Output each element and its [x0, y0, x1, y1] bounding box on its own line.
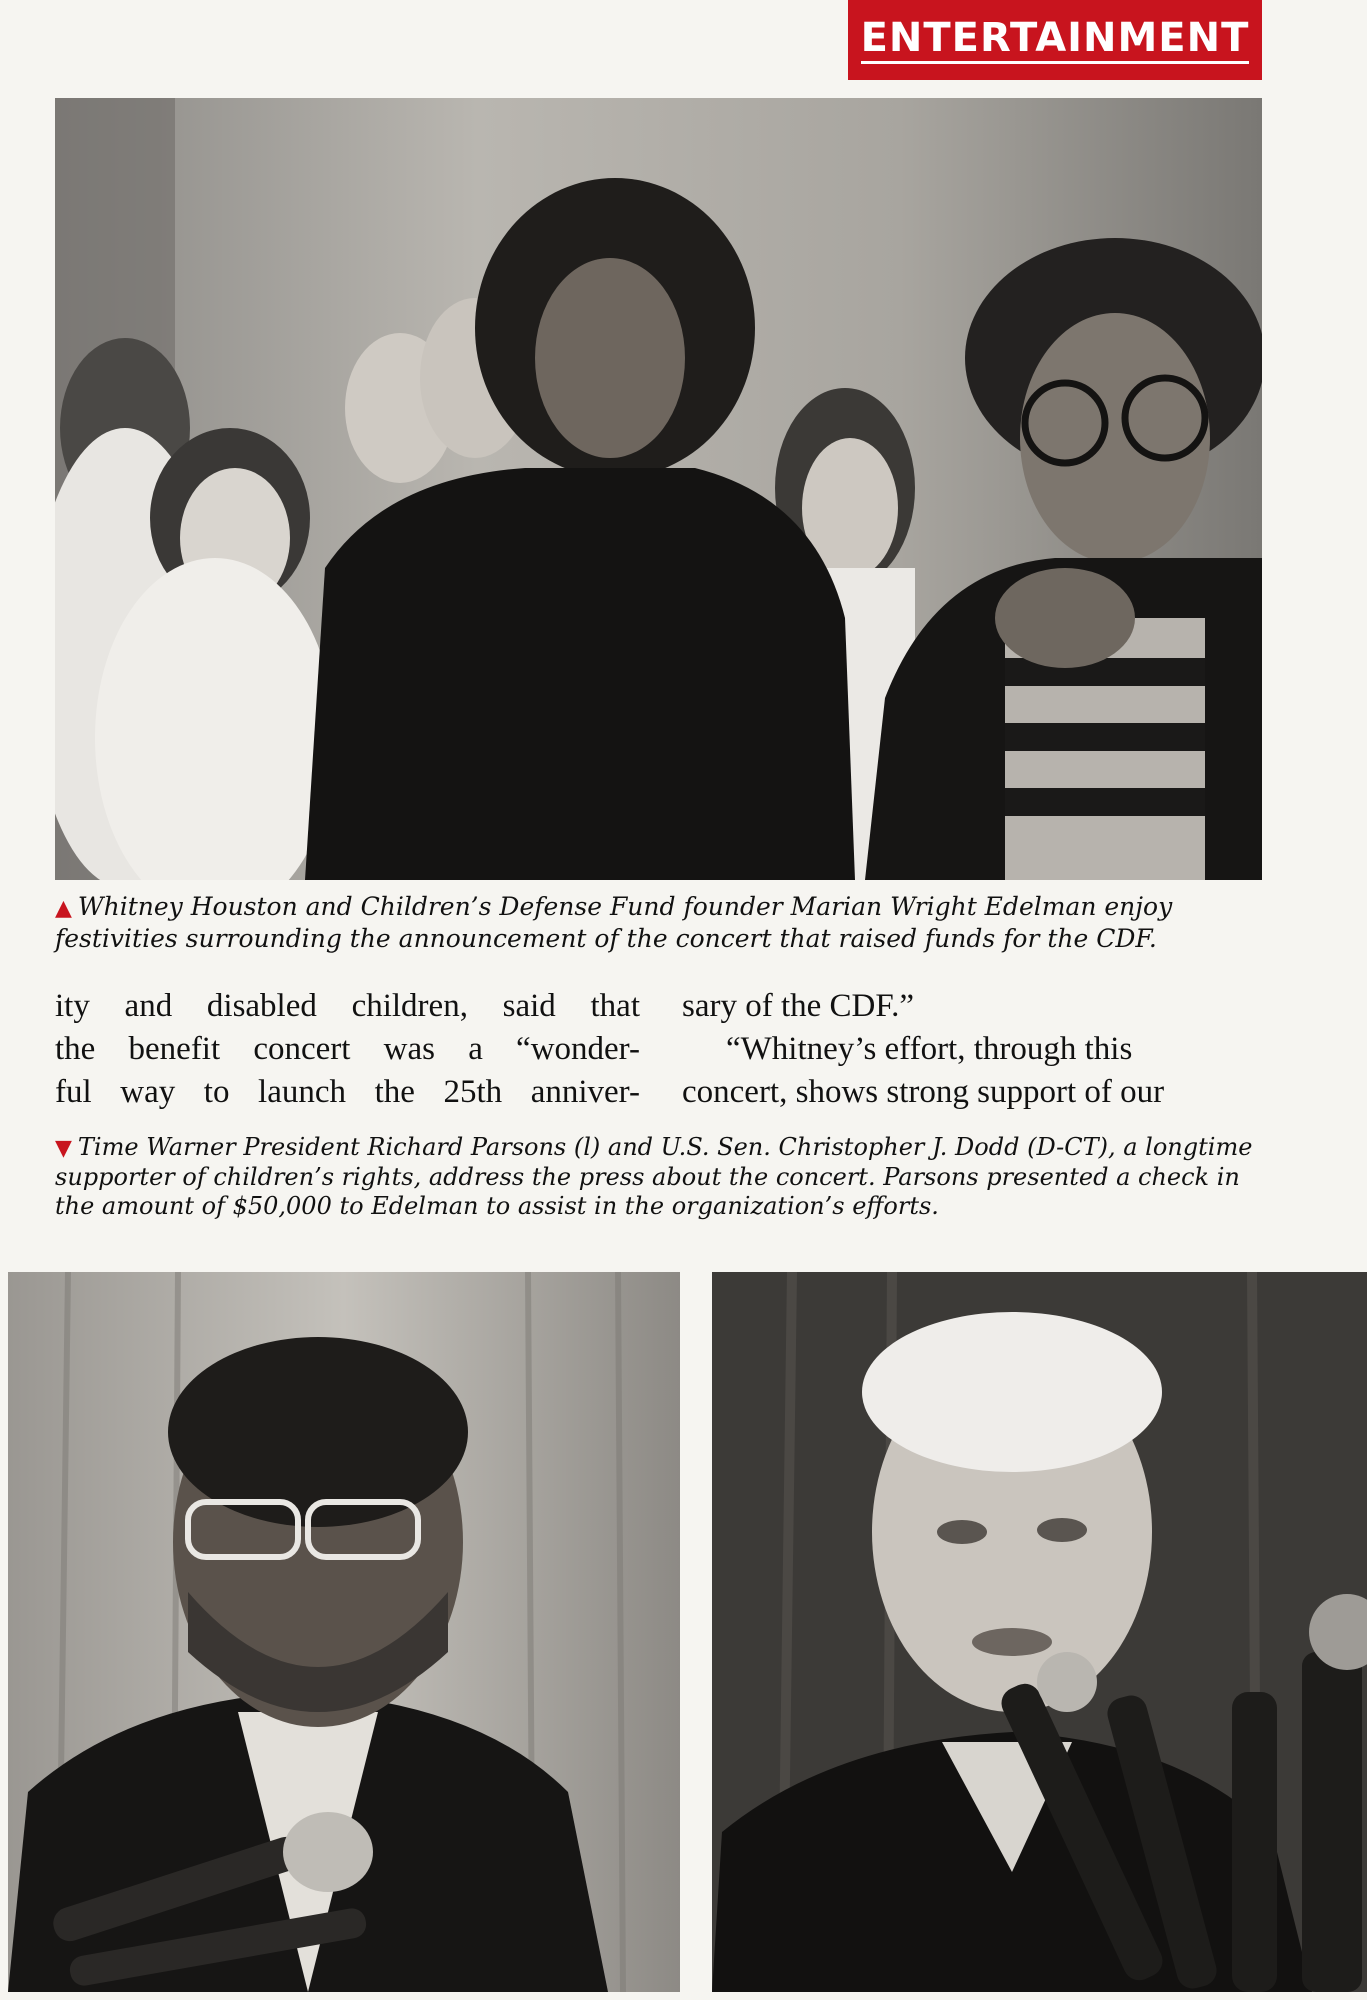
mid-caption-text: Time Warner President Richard Parsons (l) and U.S. Sen. Christopher J. Dodd (D-CT), a longtime supporter of children’s rights, address the press about the concert. Parsons presented a check in the amount of $50,000 to Edelman to assist in the organization’s efforts. — [55, 1133, 1253, 1220]
dodd-photo — [712, 1272, 1367, 1992]
bottom-photos-caption — [55, 1133, 1262, 1221]
body-column-1 — [55, 985, 640, 1114]
body-line: “Whitney’s effort, through this — [726, 1031, 1133, 1067]
body-line: ity and disabled children, said that — [55, 988, 640, 1024]
body-column-2 — [682, 985, 1262, 1114]
body-line: the benefit concert was a “wonder- — [55, 1031, 640, 1067]
section-label-text: ENTERTAINMENT — [861, 17, 1250, 64]
section-label — [848, 0, 1262, 80]
body-line: concert, shows strong support of our — [682, 1074, 1165, 1110]
top-caption-text: Whitney Houston and Children’s Defense Fund founder Marian Wright Edelman enjoy festivities surrounding the announcement of the concert that raised funds for the CDF. — [55, 892, 1173, 953]
parsons-photo — [8, 1272, 680, 1992]
top-photo-caption — [55, 892, 1262, 954]
group-photo — [55, 98, 1262, 880]
body-line: ful way to launch the 25th anniver- — [55, 1074, 640, 1110]
triangle-down-icon: ▼ — [55, 1136, 72, 1161]
body-line: sary of the CDF.” — [682, 988, 914, 1024]
triangle-up-icon: ▲ — [55, 896, 72, 921]
